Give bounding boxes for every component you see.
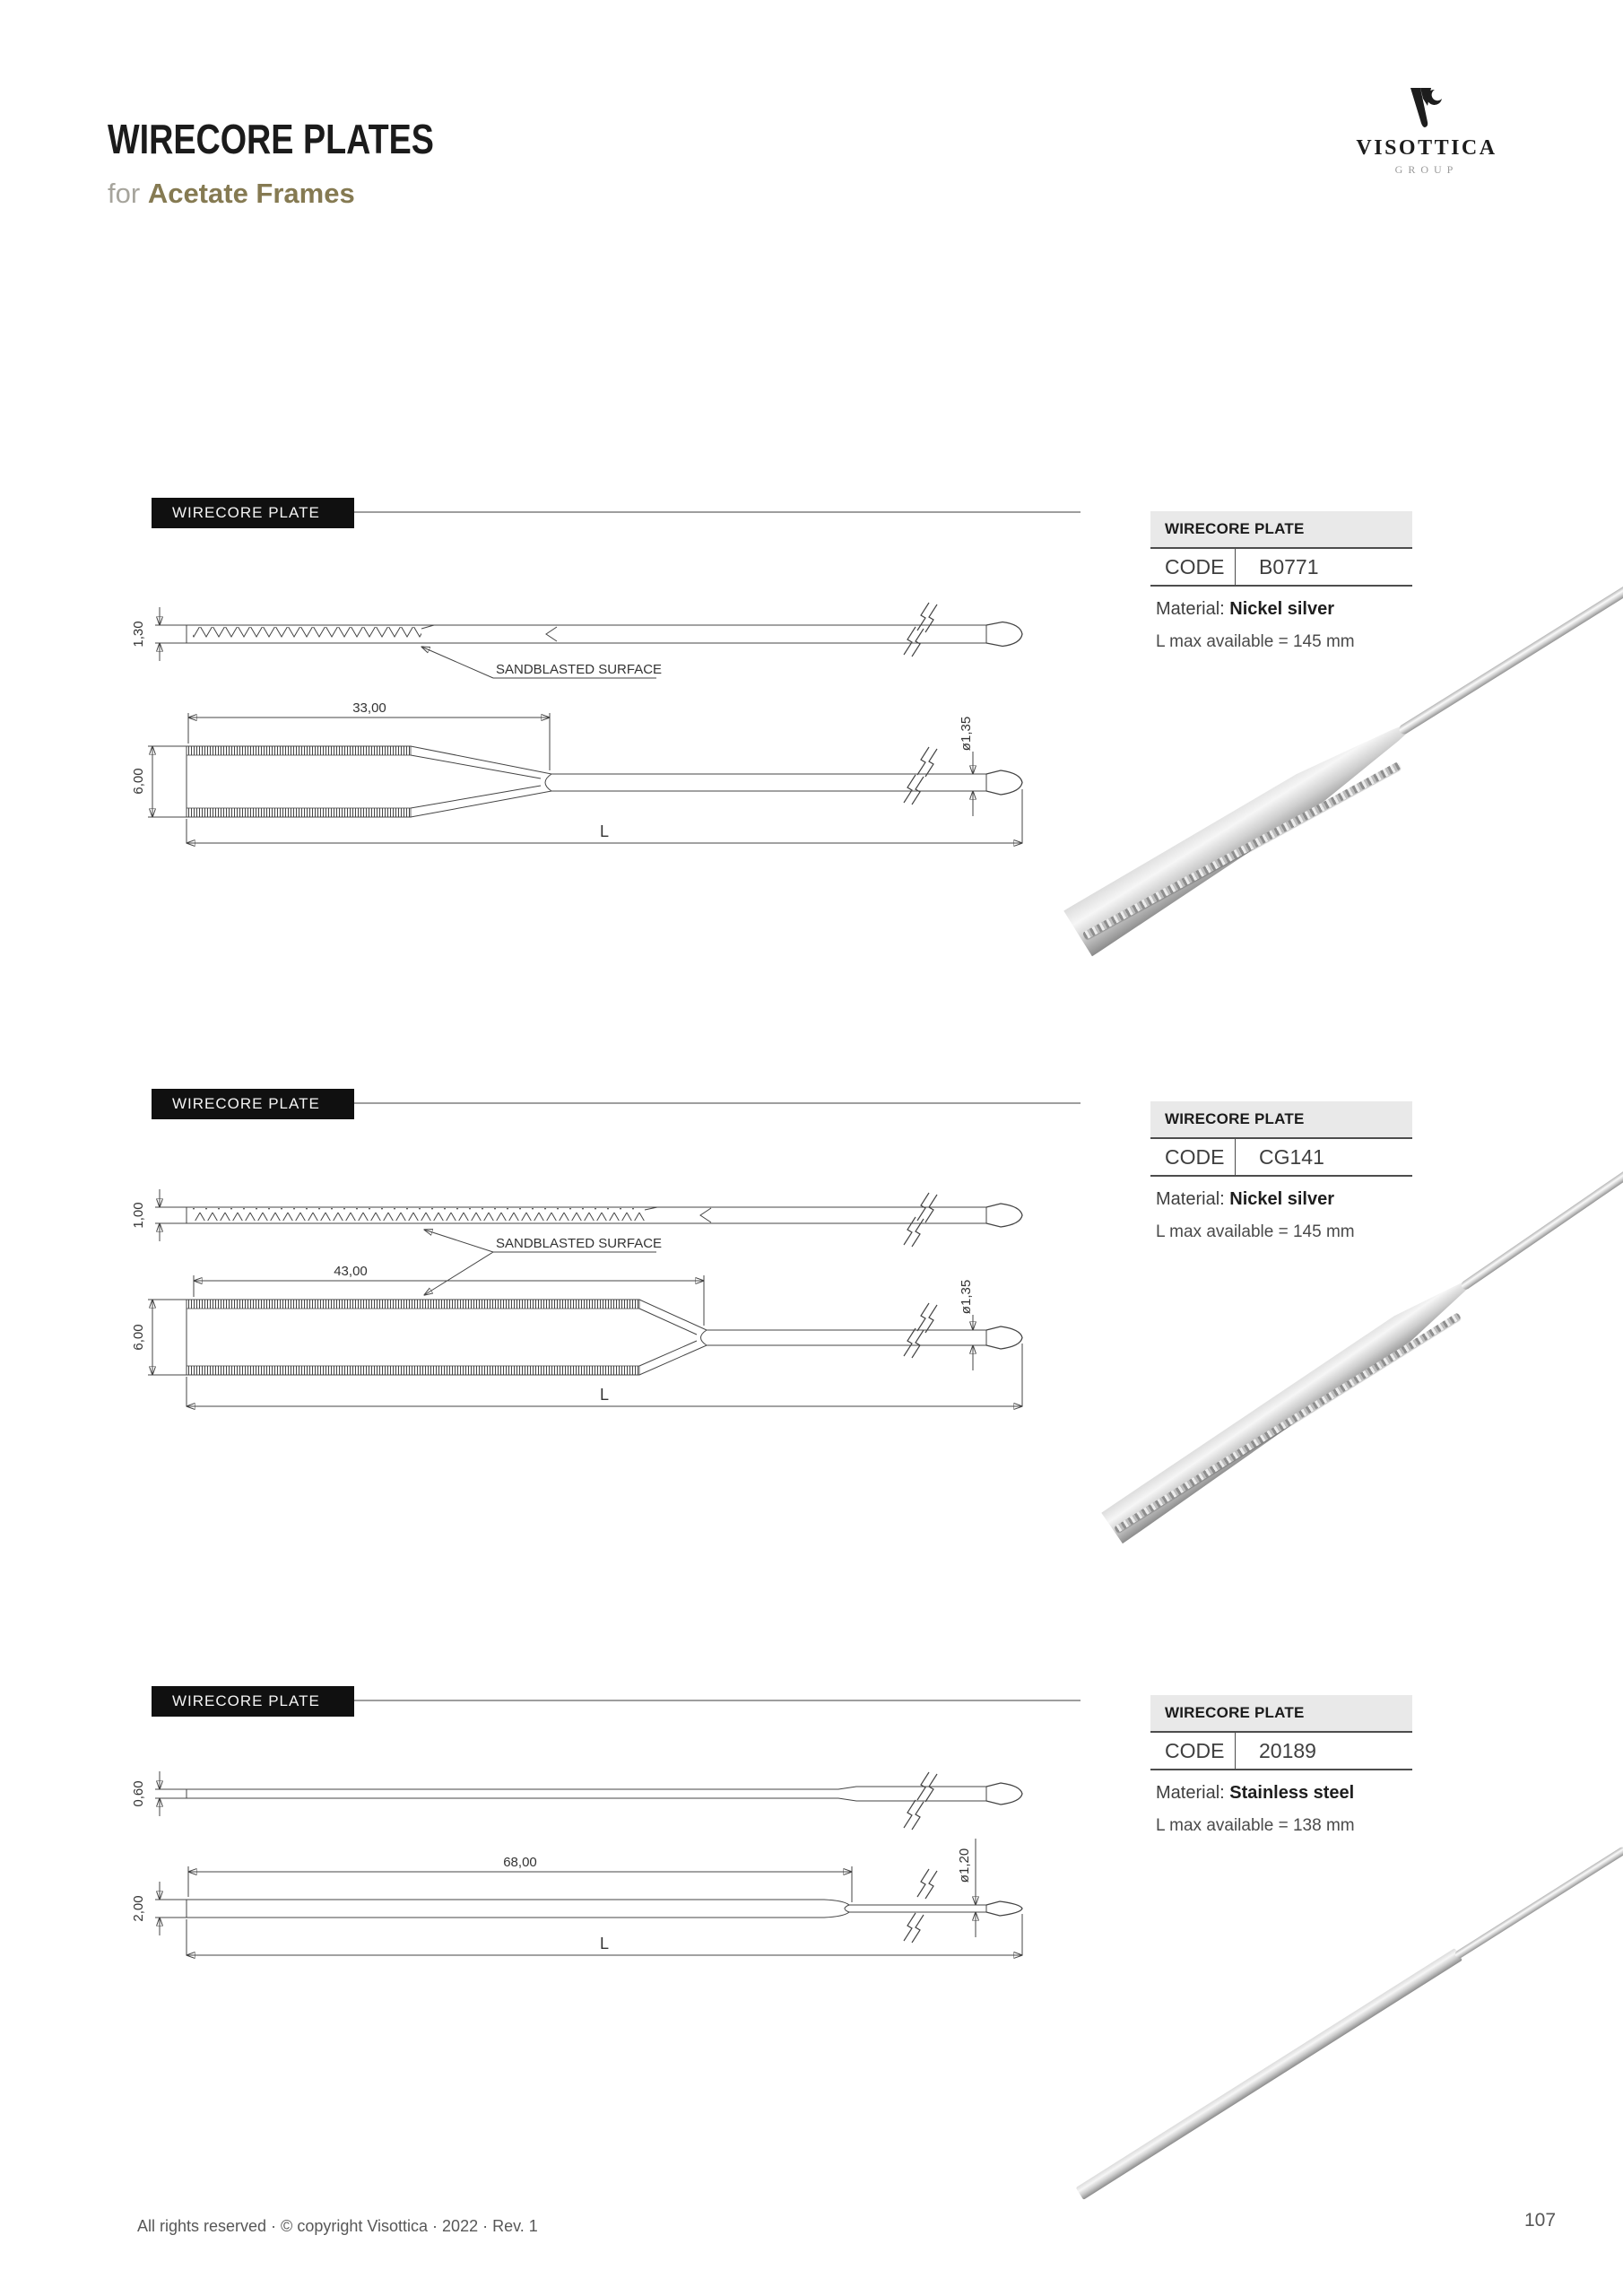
top-view (131, 1264, 1022, 1406)
page-subtitle (108, 178, 355, 210)
product-card-2 (1150, 1101, 1412, 1242)
code-value: B0771 (1259, 555, 1319, 578)
section-label-3: WIRECORE PLATE (152, 1686, 354, 1717)
technical-drawing-1 (112, 581, 1045, 861)
code-label: CODE (1150, 1733, 1236, 1769)
dim-seg: 33,00 (352, 700, 386, 716)
dim-diameter: ø1,20 (957, 1848, 972, 1883)
top-view (131, 700, 1022, 843)
code-value: 20189 (1259, 1739, 1316, 1762)
subtitle-emphasis: Acetate Frames (147, 178, 355, 209)
wire (1454, 1845, 1623, 1959)
brand-group: GROUP (1394, 163, 1459, 176)
brand-name: VISOTTICA (1356, 136, 1497, 160)
technical-drawing-3 (112, 1756, 1045, 1971)
material-line (1150, 599, 1412, 620)
material-value: Stainless steel (1229, 1783, 1355, 1803)
section-label-2: WIRECORE PLATE (152, 1089, 354, 1119)
dim-diameter: ø1,35 (959, 1279, 974, 1315)
page-title: WIRECORE PLATES (108, 116, 434, 162)
dim-total: L (599, 1386, 610, 1404)
card-title: WIRECORE PLATE (1150, 1695, 1412, 1731)
lmax-line: L max available = 145 mm (1156, 632, 1355, 651)
serrated-edge (1114, 1312, 1462, 1533)
material-line (1150, 1783, 1412, 1804)
dim-seg: 68,00 (503, 1855, 537, 1870)
dim-width: 6,00 (131, 768, 146, 795)
card-code-row (1150, 1137, 1412, 1177)
top-view (131, 1839, 1022, 1955)
section-rule-3 (354, 1700, 1081, 1701)
side-view (131, 1771, 1022, 1830)
code-value: CG141 (1259, 1145, 1324, 1169)
lmax-line: L max available = 145 mm (1156, 1222, 1355, 1241)
dim-seg: 43,00 (334, 1264, 368, 1279)
section-label-1: WIRECORE PLATE (152, 498, 354, 528)
code-label: CODE (1150, 1139, 1236, 1175)
side-view (131, 603, 1022, 678)
bar (1076, 1948, 1462, 2200)
lmax-line: L max available = 138 mm (1156, 1816, 1355, 1835)
wire (1397, 575, 1623, 735)
wire (1460, 1169, 1623, 1291)
dim-thickness: 0,60 (131, 1780, 146, 1807)
section-rule-2 (354, 1102, 1081, 1104)
material-value: Nickel silver (1229, 1189, 1335, 1209)
card-title: WIRECORE PLATE (1150, 1101, 1412, 1137)
section-rule-1 (354, 511, 1081, 513)
material-label: Material: (1156, 1189, 1225, 1209)
material-line (1150, 1189, 1412, 1210)
dim-thickness: 1,00 (131, 1202, 146, 1229)
page-number: 107 (1524, 2210, 1557, 2231)
sandblast-label: SANDBLASTED SURFACE (496, 662, 663, 677)
product-card-1 (1150, 511, 1412, 652)
card-title: WIRECORE PLATE (1150, 511, 1412, 547)
footer-text: All rights reserved · © copyright Visottica · 2022 · Rev. 1 (137, 2217, 538, 2235)
dim-diameter: ø1,35 (959, 716, 974, 752)
brand-logo (1328, 86, 1525, 177)
code-label: CODE (1150, 549, 1236, 585)
serrated-edge (1082, 761, 1402, 940)
dim-total: L (599, 822, 610, 840)
sandblast-label: SANDBLASTED SURFACE (496, 1236, 663, 1251)
material-label: Material: (1156, 599, 1225, 619)
material-value: Nickel silver (1229, 599, 1335, 619)
technical-drawing-2 (112, 1182, 1045, 1421)
card-code-row (1150, 547, 1412, 587)
dim-thickness: 1,30 (131, 621, 146, 648)
dim-total: L (599, 1935, 610, 1952)
product-card-3 (1150, 1695, 1412, 1836)
card-code-row (1150, 1731, 1412, 1770)
side-view (131, 1189, 1022, 1295)
material-label: Material: (1156, 1783, 1225, 1803)
logo-v-icon (1401, 86, 1453, 131)
dim-width: 6,00 (131, 1324, 146, 1351)
subtitle-prefix: for (108, 178, 141, 209)
dim-width: 2,00 (131, 1895, 146, 1922)
